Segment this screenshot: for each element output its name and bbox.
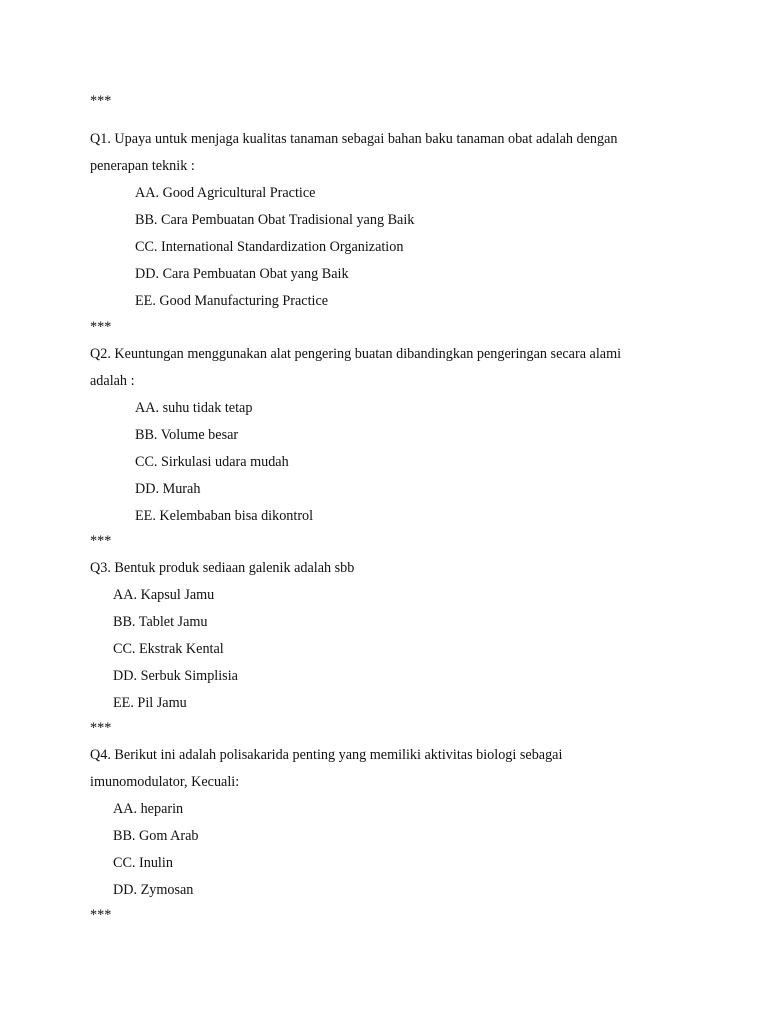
- separator: ***: [90, 319, 112, 335]
- question-3-text: Q3. Bentuk produk sediaan galenik adalah sbb: [90, 560, 355, 576]
- question-4-option-a: AA. heparin: [113, 801, 184, 817]
- question-3-option-d: DD. Serbuk Simplisia: [113, 668, 238, 684]
- question-4-text: Q4. Berikut ini adalah polisakarida penting yang memiliki aktivitas biologi sebagai: [90, 747, 563, 763]
- question-4-option-d: DD. Zymosan: [113, 882, 194, 898]
- question-2-option-c: CC. Sirkulasi udara mudah: [135, 454, 289, 470]
- question-3-option-b: BB. Tablet Jamu: [113, 614, 208, 630]
- question-2-option-e: EE. Kelembaban bisa dikontrol: [135, 508, 314, 524]
- question-2-text: Q2. Keuntungan menggunakan alat pengering buatan dibandingkan pengeringan secara alami: [90, 346, 622, 362]
- question-1-text-cont: penerapan teknik :: [90, 158, 195, 174]
- question-2-option-b: BB. Volume besar: [135, 427, 239, 443]
- question-4-text-cont: imunomodulator, Kecuali:: [90, 774, 240, 790]
- separator: ***: [90, 907, 112, 923]
- question-3-option-a: AA. Kapsul Jamu: [113, 587, 215, 603]
- question-2-option-d: DD. Murah: [135, 481, 201, 497]
- question-1-option-e: EE. Good Manufacturing Practice: [135, 293, 329, 309]
- question-2-option-a: AA. suhu tidak tetap: [135, 400, 253, 416]
- question-3-option-e: EE. Pil Jamu: [113, 695, 187, 711]
- question-1-option-d: DD. Cara Pembuatan Obat yang Baik: [135, 266, 349, 282]
- question-4-option-b: BB. Gom Arab: [113, 828, 199, 844]
- question-1-text: Q1. Upaya untuk menjaga kualitas tanaman sebagai bahan baku tanaman obat adalah dengan: [90, 131, 618, 147]
- separator: ***: [90, 720, 112, 736]
- question-1-option-b: BB. Cara Pembuatan Obat Tradisional yang Baik: [135, 212, 415, 228]
- question-2-text-cont: adalah :: [90, 373, 135, 389]
- separator: ***: [90, 93, 112, 109]
- question-1-option-c: CC. International Standardization Organization: [135, 239, 404, 255]
- question-4-option-c: CC. Inulin: [113, 855, 173, 871]
- question-1-option-a: AA. Good Agricultural Practice: [135, 185, 316, 201]
- question-3-option-c: CC. Ekstrak Kental: [113, 641, 224, 657]
- separator: ***: [90, 533, 112, 549]
